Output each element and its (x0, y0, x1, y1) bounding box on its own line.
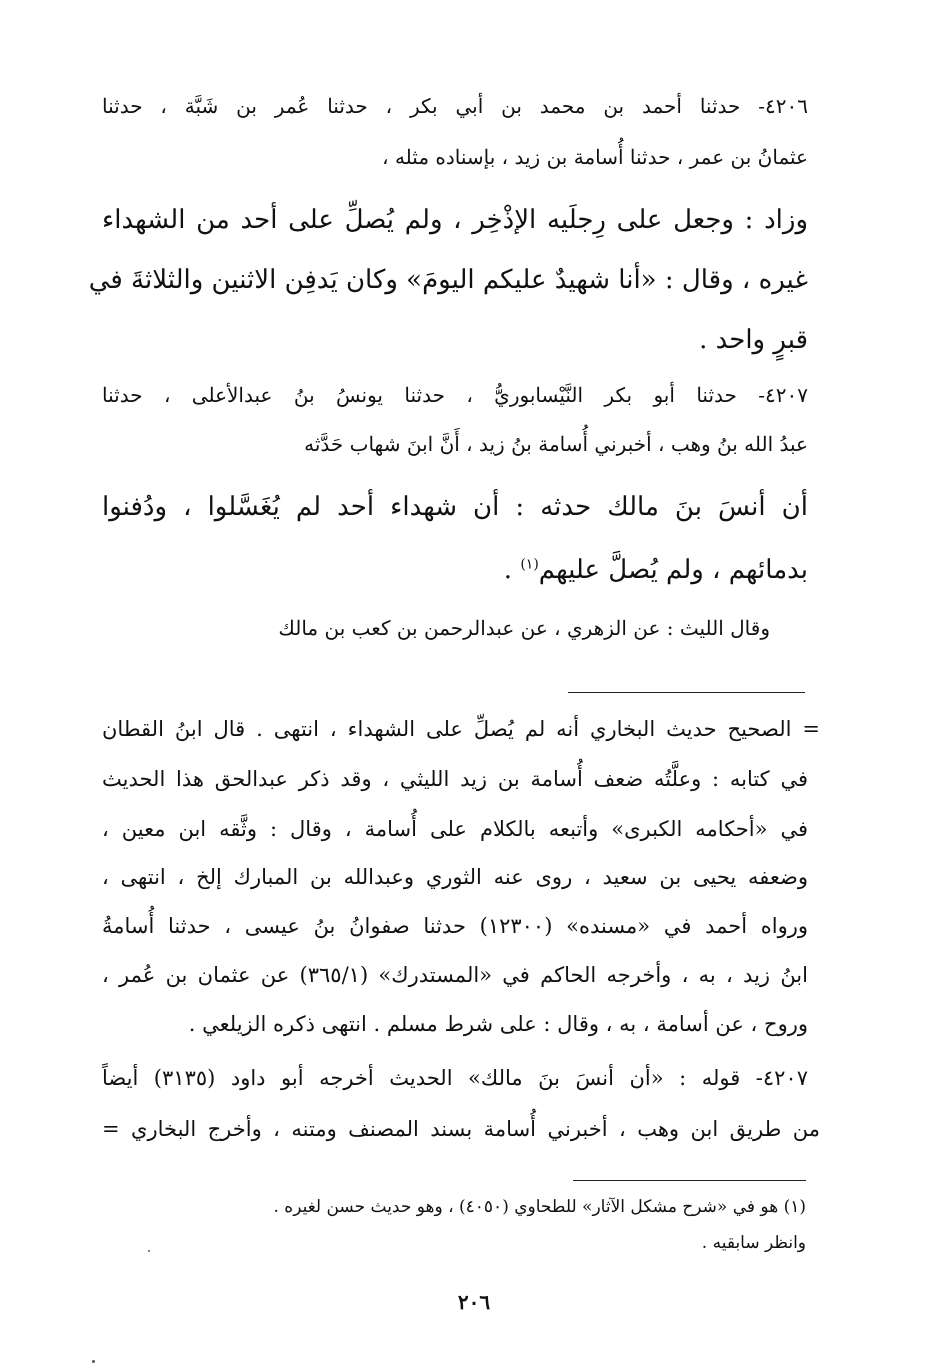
commentary-line-8: ٤٢٠٧- قوله : «أن أنسَ بنَ مالك» الحديث أخرجه أبو داود (٣١٣٥) أيضاً (102, 1066, 808, 1090)
hadith-4206-line-3: وزاد : وجعل على رِجلَيه الإذْخِر ، ولم يُصلِّ على أحد من الشهداء (102, 205, 808, 235)
hadith-4206-line-4: غيره ، وقال : «أنا شهيدٌ عليكم اليومَ» وكان يَدفِن الاثنين والثلاثةَ في (88, 265, 808, 295)
hadith-4206-line-5: قبرٍ واحد . (699, 325, 808, 355)
commentary-line-2: في كتابه : وعلَّتُه ضعف أُسامة بن زيد الليثي ، وقد ذكر عبدالحق هذا الحديث (102, 767, 808, 791)
hadith-4207-line-1: ٤٢٠٧- حدثنا أبو بكر النَّيْسابوريُّ ، حدثنا يونسُ بنُ عبدالأعلى ، حدثنا (102, 383, 808, 407)
hadith-4206-line-2: عثمانُ بن عمر ، حدثنا أُسامة بن زيد ، بإسناده مثله ، (382, 145, 808, 169)
commentary-line-1: = الصحيح حديث البخاري أنه لم يُصلِّ على الشهداء ، انتهى . قال ابنُ القطان (102, 717, 820, 741)
hadith-4207-line-4-end: . (503, 555, 521, 585)
commentary-line-9: من طريق ابن وهب ، أخبرني أُسامة بسند المصنف ومتنه ، وأخرج البخاري = (102, 1117, 820, 1141)
hadith-4206-line-1: ٤٢٠٦- حدثنا أحمد بن محمد بن أبي بكر ، حدثنا عُمر بن شَبَّة ، حدثنا (102, 94, 808, 118)
hadith-4207-line-4-text: بدمائهم ، ولم يُصلَّ عليهم (538, 555, 808, 585)
hadith-4207-line-3: أن أنسَ بنَ مالك حدثه : أن شهداء أحد لم يُغَسَّلوا ، ودُفنوا (102, 492, 808, 522)
commentary-line-6: ابنُ زيد ، به ، وأخرجه الحاكم في «المستدرك» (٣٦٥/١) عن عثمان بن عُمر ، (102, 963, 808, 987)
footnote-line-2: وانظر سابقيه . (701, 1233, 806, 1253)
hadith-4207-line-2: عبدُ الله بنُ وهب ، أخبرني أُسامة بنُ زيد ، أَنَّ ابنَ شهاب حَدَّثه (304, 432, 808, 456)
hadith-4207-line-5: وقال الليث : عن الزهري ، عن عبدالرحمن بن كعب بن مالك (278, 616, 770, 640)
footnote-separator (573, 1180, 806, 1181)
commentary-line-3: في «أحكامه الكبرى» وأتبعه بالكلام على أُسامة ، وقال : وثَّقه ابن معين ، (102, 817, 808, 841)
commentary-separator (568, 692, 805, 693)
footnote-line-1: (١) هو في «شرح مشكل الآثار» للطحاوي (٤٠٥٠) ، وهو حديث حسن لغيره . (273, 1197, 806, 1217)
scan-speck (148, 1250, 150, 1252)
commentary-line-7: وروح ، عن أسامة ، به ، وقال : على شرط مسلم . انتهى ذكره الزيلعي . (188, 1012, 808, 1036)
page-number: ٢٠٦ (457, 1290, 491, 1314)
commentary-line-5: ورواه أحمد في «مسنده» (١٢٣٠٠) حدثنا صفوانُ بنُ عيسى ، حدثنا أُسامةُ (102, 914, 808, 938)
footnote-reference: (١) (520, 556, 539, 573)
hadith-4207-line-4 (102, 555, 808, 585)
commentary-line-4: وضعفه يحيى بن سعيد ، روى عنه الثوري وعبدالله بن المبارك إلخ ، انتهى ، (102, 865, 808, 889)
scan-speck (92, 1360, 95, 1363)
